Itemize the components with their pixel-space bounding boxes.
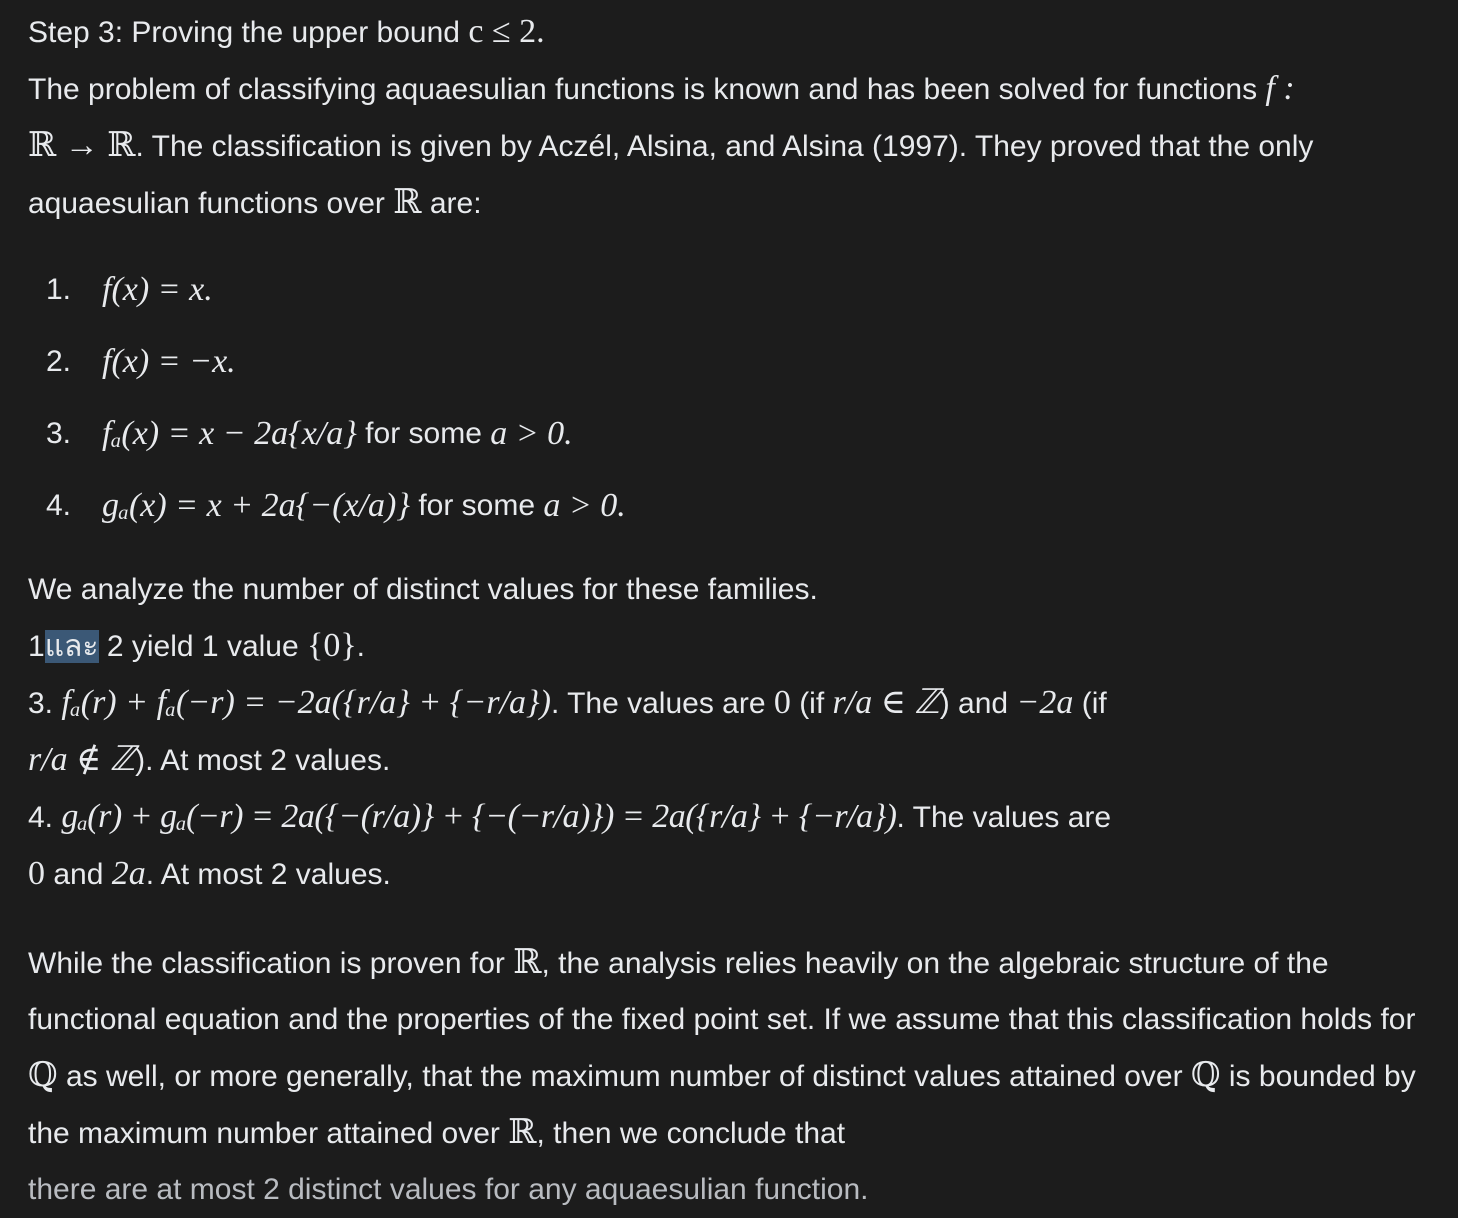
step-heading-text: Step 3: Proving the upper bound [28,16,469,49]
analysis-line-1-end: . [356,630,365,663]
intro-math-2: ℝ → ℝ [28,127,136,164]
intro-text-2: . The classification is given by Aczél, Alsina, and Alsina (1997). They proved that the only aquaesulian functions over [28,130,1314,220]
intro-text-1: The problem of classifying aquaesulian functions is known and has been solved for functions [28,73,1266,106]
analysis-line-3-text-1: . The values are [550,687,774,720]
list-item-math: gₐ(x) = x + 2a{−(x/a)} [102,487,410,524]
conclusion-text-3: as well, or more generally, that the maximum number of distinct values attained over [57,1060,1191,1093]
analysis-line-3-text-4: (if [1073,687,1107,720]
conclusion-text-5: , then we conclude that [536,1117,846,1150]
analysis-line-3-text-2: (if [790,687,833,720]
intro-math-3: ℝ [393,184,422,221]
list-item-number: 2. [46,345,72,378]
intro-math-1: f : [1265,70,1295,107]
list-item-math: fₐ(x) = x − 2a{x/a} [102,415,357,452]
conclusion-math-4: ℝ [508,1114,537,1151]
analysis-line-1-text: 2 yield 1 value [98,630,307,663]
analysis-line-4-text-1: . The values are [896,801,1112,834]
response-content [28,4,1443,1218]
analysis-line-4 [28,789,1443,903]
list-item-math: f(x) = −x. [102,343,236,380]
analysis-line-1-math: {0} [307,627,357,664]
function-list [28,254,1443,542]
analysis-line-3-math-5: r/a ∉ ℤ [28,741,136,778]
analysis-line-4-math-2: 0 [28,855,45,892]
analysis-line-4-math: gₐ(r) + gₐ(−r) = 2a({−(r/a)} + {−(−r/a)}) = 2a({r/a} + {−r/a}) [61,798,897,835]
paragraph-spacer [28,903,1443,935]
analysis-line-3-math-4: −2a [1016,684,1074,721]
list-item-math-2: a > 0. [543,487,626,524]
conclusion-math-1: ℝ [513,944,542,981]
analysis-line-4-math-3: 2a [111,855,146,892]
analysis-line-1-start: 1 [28,630,45,663]
highlighted-text[interactable]: และ [44,630,99,663]
analysis-line-3-prefix: 3. [28,687,62,720]
analysis-line-3-math: fₐ(r) + fₐ(−r) = −2a({r/a} + {−r/a}) [61,684,551,721]
step-heading-math: c ≤ 2. [468,13,545,50]
conclusion-text-6: there are at most 2 distinct values for any aquaesulian function. [28,1173,869,1206]
list-item-number: 3. [46,417,72,450]
list-item [28,470,1443,542]
step-heading [28,4,1443,61]
conclusion-math-3: ℚ [1190,1057,1221,1094]
analysis-line-3-text-5: ). At most 2 values. [135,744,391,777]
analysis-intro: We analyze the number of distinct values for these families. [28,573,818,606]
list-item-math-2: a > 0. [490,415,573,452]
analysis-line-4-text-2: and [45,858,112,891]
analysis-line-3 [28,675,1443,789]
analysis-line-1 [28,618,1443,675]
list-item-text: for some [409,489,544,522]
conclusion-text-4: is bounded by the maximum number attained over [28,1060,1416,1150]
list-item-text: for some [356,417,491,450]
list-item [28,326,1443,398]
intro-paragraph [28,61,1443,232]
intro-text-3: are: [421,187,482,220]
analysis-line-4-text-3: . At most 2 values. [145,858,391,891]
analysis-line-3-math-2: 0 [773,684,791,721]
conclusion-math-2: ℚ [28,1057,58,1094]
list-item [28,398,1443,470]
analysis-line-3-math-3: r/a ∈ ℤ [832,684,940,721]
list-item-math: f(x) = x. [102,271,213,308]
list-item-number: 4. [46,489,72,522]
list-item [28,254,1443,326]
list-item-number: 1. [46,273,72,306]
conclusion-text-1: While the classification is proven for [28,947,514,980]
conclusion-paragraph [28,935,1443,1218]
analysis-line-3-text-3: ) and [939,687,1017,720]
analysis-line-4-prefix: 4. [28,801,62,834]
conclusion-text-2: , the analysis relies heavily on the algebraic structure of the functional equation and the properties of the fixed point set. If we assume that this classification holds for [28,947,1416,1036]
